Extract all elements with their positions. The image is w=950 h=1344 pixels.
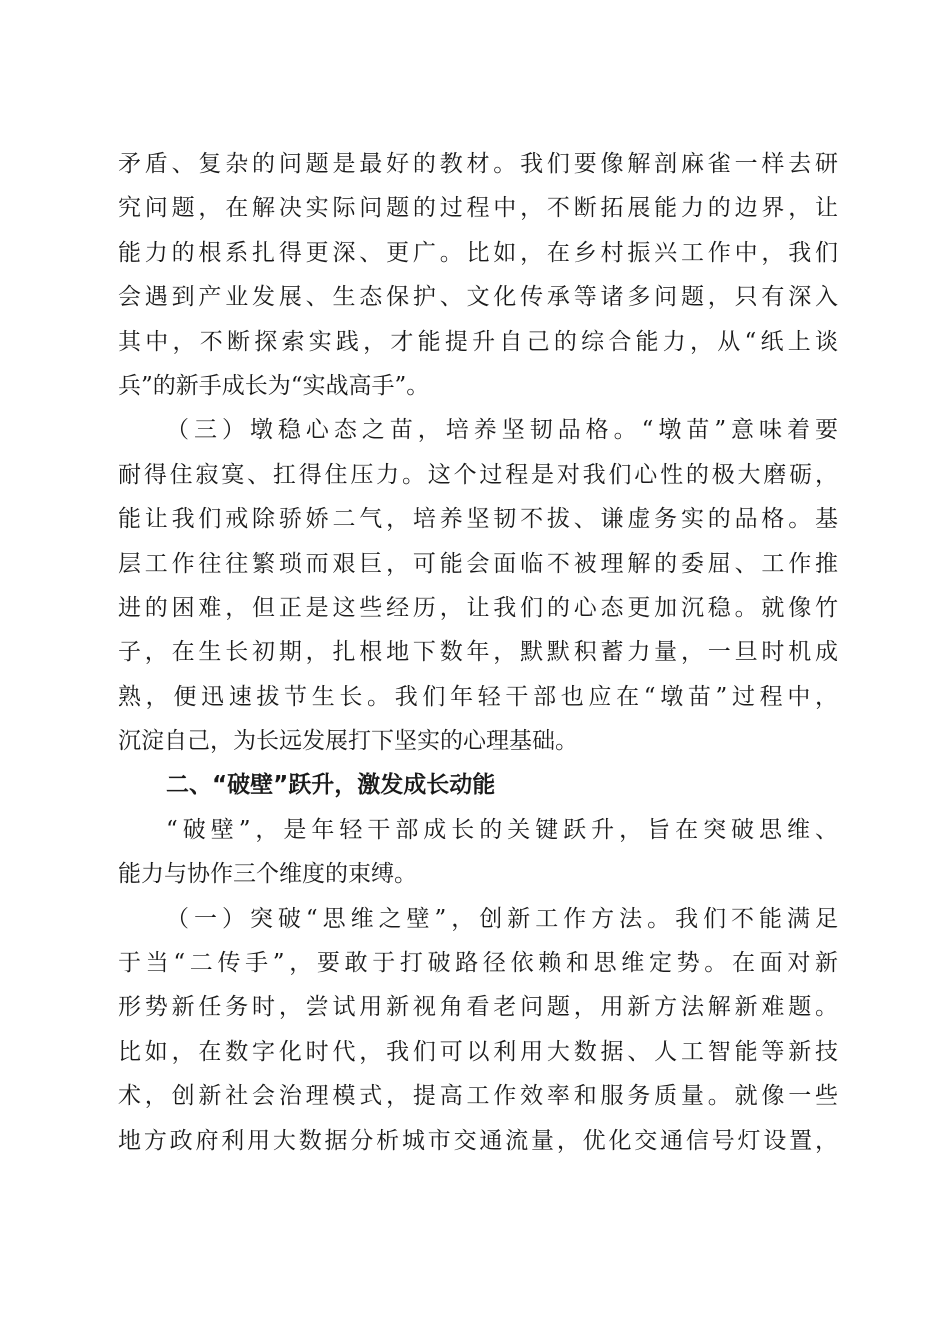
- text-line: 地方政府利用大数据分析城市交通流量，优化交通信号灯设置，: [118, 1127, 838, 1154]
- text-line: 能力的根系扎得更深、更广。比如，在乡村振兴工作中，我们: [118, 239, 838, 266]
- text-line: “破壁”，是年轻干部成长的关键跃升，旨在突破思维、: [166, 816, 838, 843]
- text-line: 兵”的新手成长为“实战高手”。: [118, 372, 430, 399]
- text-line: 进的困难，但正是这些经历，让我们的心态更加沉稳。就像竹: [118, 594, 838, 621]
- text-line: 能让我们戒除骄娇二气，培养坚韧不拔、谦虚务实的品格。基: [118, 506, 838, 533]
- text-line: 耐得住寂寞、扛得住压力。这个过程是对我们心性的极大磨砺，: [118, 461, 838, 488]
- text-line: 究问题，在解决实际问题的过程中，不断拓展能力的边界，让: [118, 195, 838, 222]
- text-line: 会遇到产业发展、生态保护、文化传承等诸多问题，只有深入: [118, 284, 838, 311]
- text-line: 矛盾、复杂的问题是最好的教材。我们要像解剖麻雀一样去研: [118, 151, 838, 177]
- text-line: 于当“二传手”，要敢于打破路径依赖和思维定势。在面对新: [118, 950, 838, 977]
- text-line: 子，在生长初期，扎根地下数年，默默积蓄力量，一旦时机成: [118, 639, 838, 666]
- text-line: 形势新任务时，尝试用新视角看老问题，用新方法解新难题。: [118, 994, 838, 1021]
- text-line: 熟，便迅速拔节生长。我们年轻干部也应在“墩苗”过程中，: [118, 683, 838, 710]
- subsection-1-heading-line: （一）突破“思维之壁”，创新工作方法。我们不能满足: [166, 905, 838, 932]
- text-line: 其中，不断探索实践，才能提升自己的综合能力，从“纸上谈: [118, 328, 838, 355]
- text-line: 层工作往往繁琐而艰巨，可能会面临不被理解的委屈、工作推: [118, 550, 838, 577]
- section-2-heading: 二、“破壁”跃升，激发成长动能: [166, 772, 496, 799]
- section-3-heading-line: （三）墩稳心态之苗，培养坚韧品格。“墩苗”意味着要: [166, 417, 838, 444]
- text-line: 术，创新社会治理模式，提高工作效率和服务质量。就像一些: [118, 1083, 838, 1110]
- text-line: 沉淀自己，为长远发展打下坚实的心理基础。: [118, 728, 578, 755]
- document-body: [118, 142, 838, 1163]
- text-line: 比如，在数字化时代，我们可以利用大数据、人工智能等新技: [118, 1038, 838, 1065]
- text-line: 能力与协作三个维度的束缚。: [118, 861, 417, 888]
